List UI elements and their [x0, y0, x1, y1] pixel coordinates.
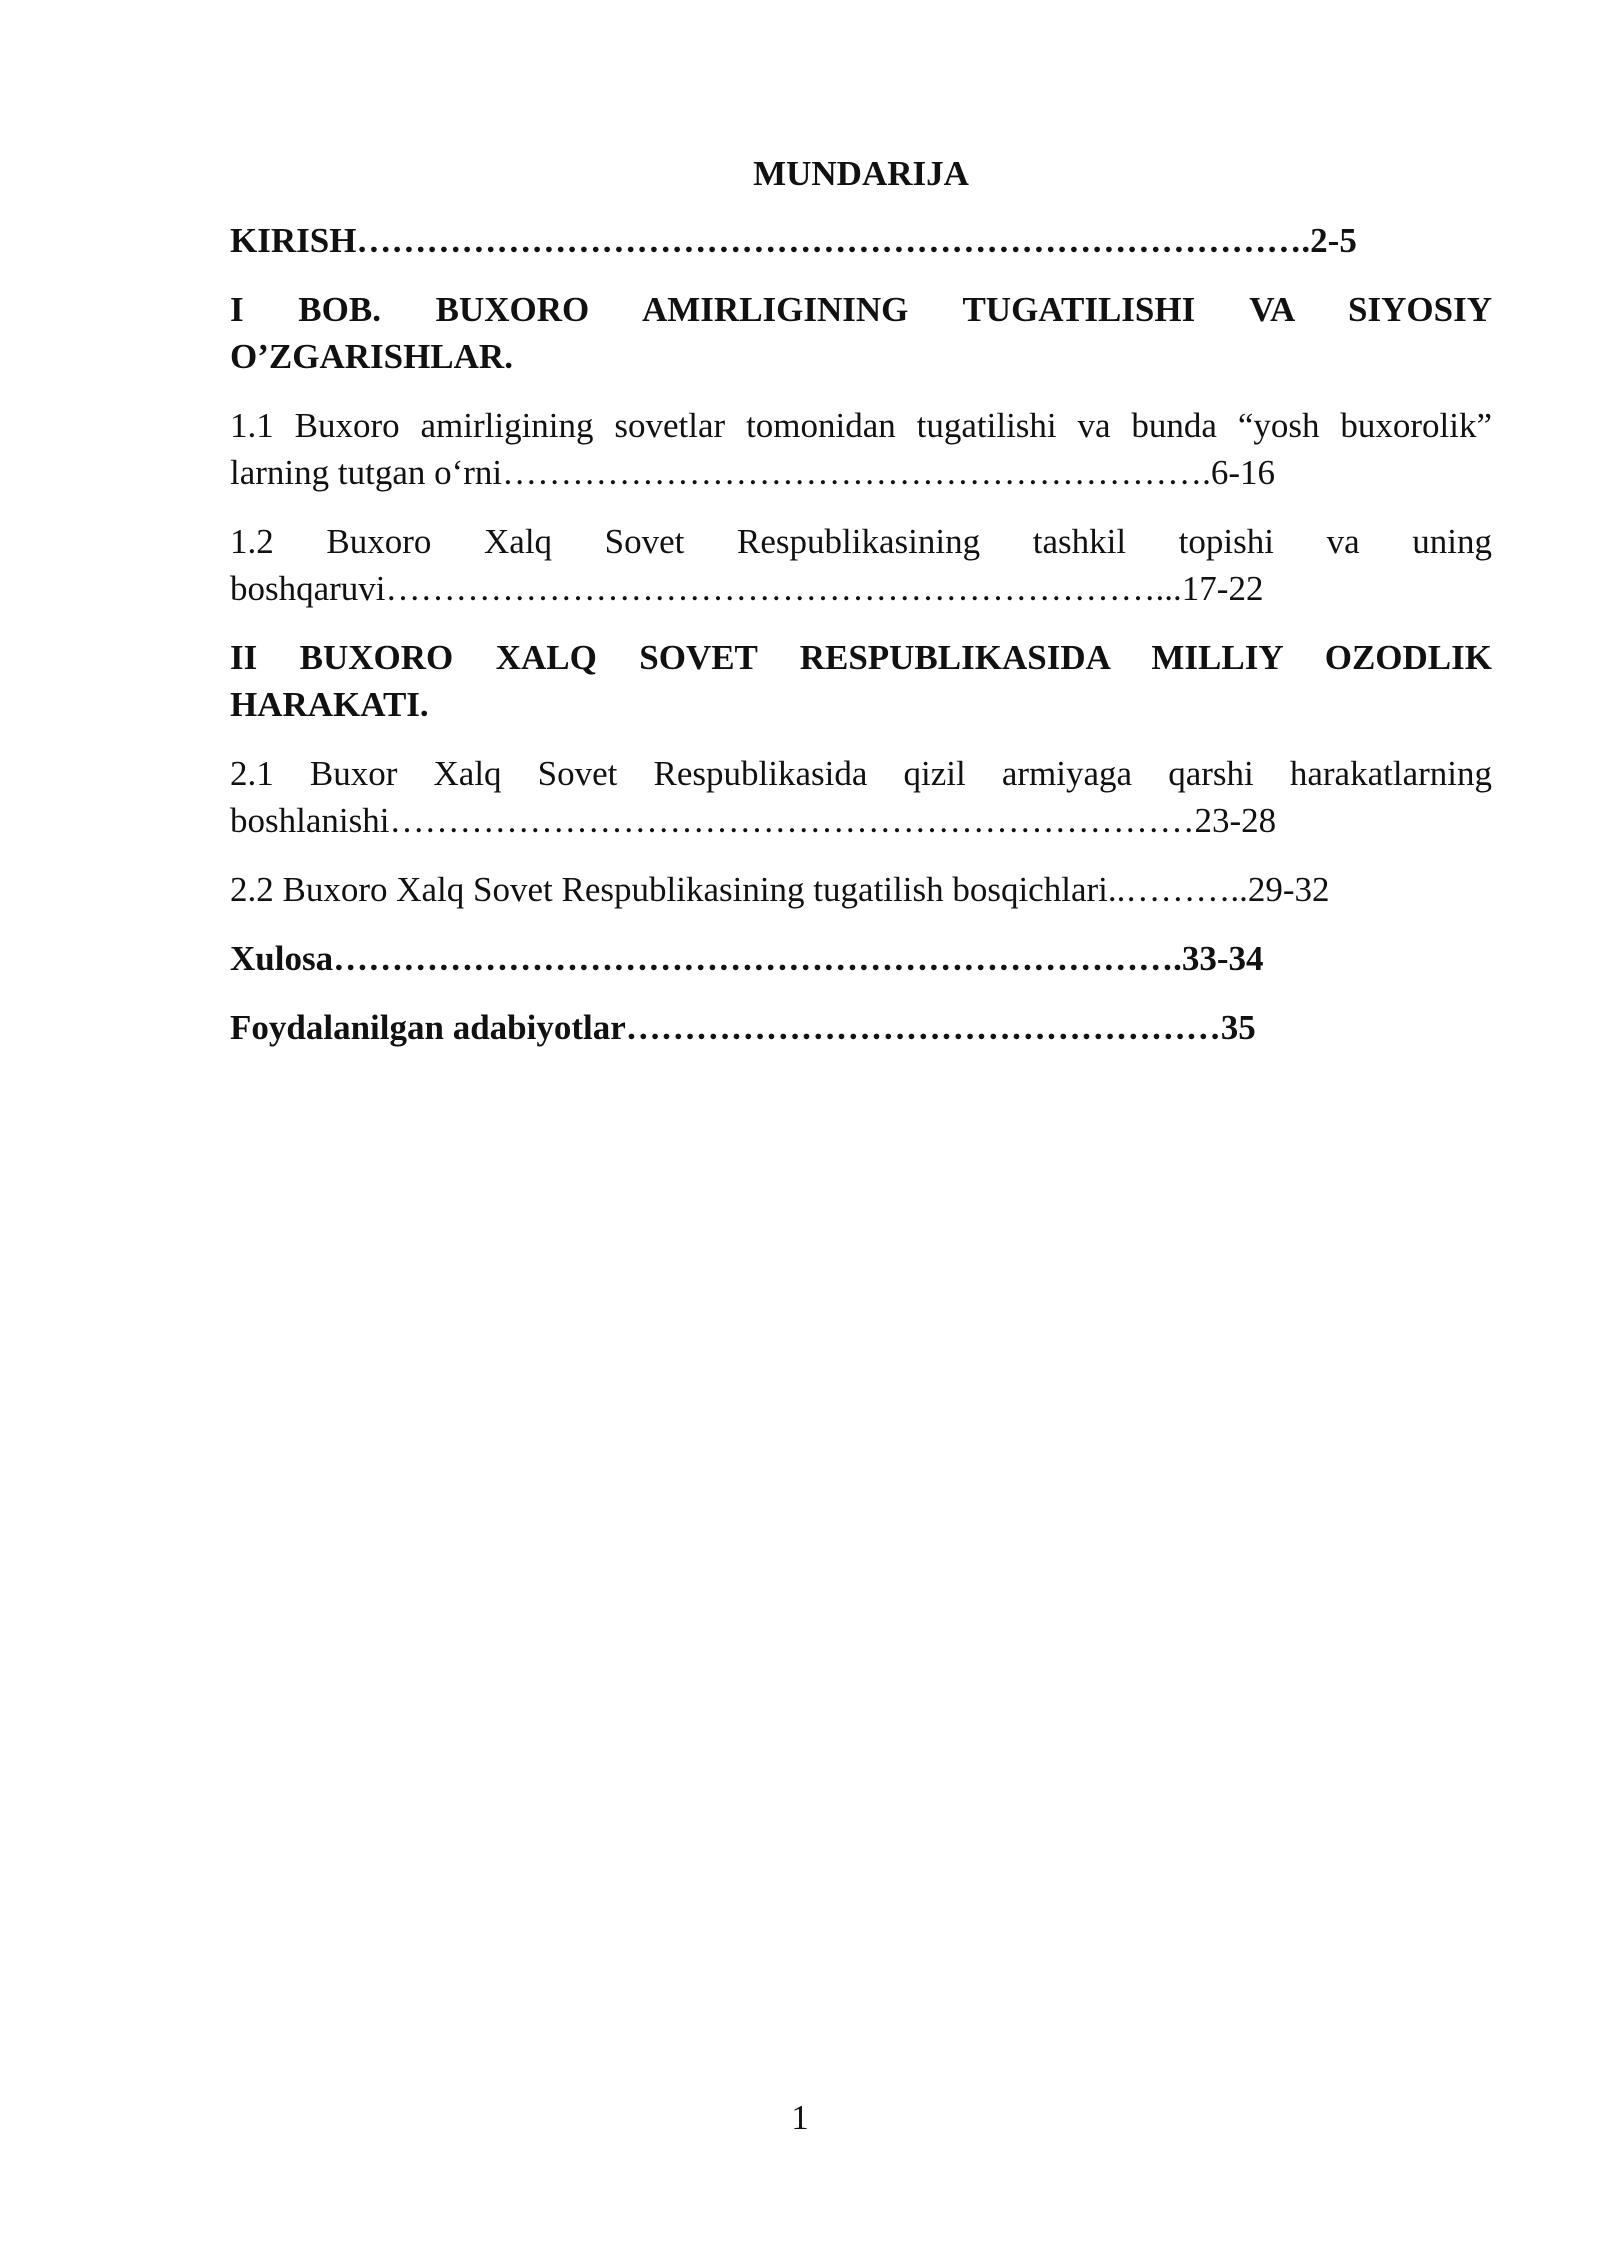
toc-entry-section-2-1: [230, 750, 1492, 844]
toc-entry-references-text: Foydalanilgan adabiyotlar……………………………………………35: [230, 1008, 1256, 1047]
toc-entry-chapter-2: [230, 634, 1492, 728]
toc-entry-conclusion-text: Xulosa……………………………………………………………….33-34: [230, 939, 1264, 978]
toc-entry-section-2-1-line-1: 2.1 Buxor Xalq Sovet Respublikasida qizil armiyaga qarshi harakatlarning: [230, 754, 1492, 793]
toc-entry-section-1-2-line-2: boshqaruvi…………………………………………………………...17-22: [230, 569, 1264, 608]
toc-entry-section-1-2-line-1: 1.2 Buxoro Xalq Sovet Respublikasining tashkil topishi va uning: [230, 522, 1492, 561]
toc-entry-section-2-2-text: 2.2 Buxoro Xalq Sovet Respublikasining tugatilish bosqichlari..………..29-32: [230, 870, 1330, 909]
toc-entry-section-1-2: [230, 518, 1492, 612]
toc-entry-chapter-1-line-2: O’ZGARISHLAR.: [230, 337, 513, 376]
toc-entry-chapter-2-line-2: HARAKATI.: [230, 685, 429, 724]
toc-entry-section-1-1-line-1: 1.1 Buxoro amirligining sovetlar tomonidan tugatilishi va bunda “yosh buxorolik”: [230, 406, 1492, 445]
toc-entry-chapter-1-line-1: I BOB. BUXORO AMIRLIGINING TUGATILISHI VA SIYOSIY: [230, 290, 1492, 329]
table-of-contents: [230, 150, 1492, 1073]
page-number: 1: [791, 2098, 809, 2137]
toc-entry-introduction: [230, 217, 1492, 264]
toc-entry-section-2-1-line-2: boshlanishi……………………………………………………………23-28: [230, 801, 1277, 840]
toc-entry-conclusion: [230, 935, 1492, 982]
toc-entry-chapter-1: [230, 286, 1492, 380]
toc-entry-chapter-2-line-1: II BUXORO XALQ SOVET RESPUBLIKASIDA MILLIY OZODLIK: [230, 638, 1492, 677]
toc-entry-section-1-1-line-2: larning tutgan o‘rni…………………………………………………….6-16: [230, 453, 1276, 492]
toc-entry-references: [230, 1004, 1492, 1051]
toc-entry-introduction-text: KIRISH……………………………………………………………………….2-5: [230, 221, 1357, 260]
toc-entry-section-1-1: [230, 402, 1492, 496]
toc-title: MUNDARIJA: [753, 154, 969, 193]
toc-entry-section-2-2: [230, 866, 1492, 913]
